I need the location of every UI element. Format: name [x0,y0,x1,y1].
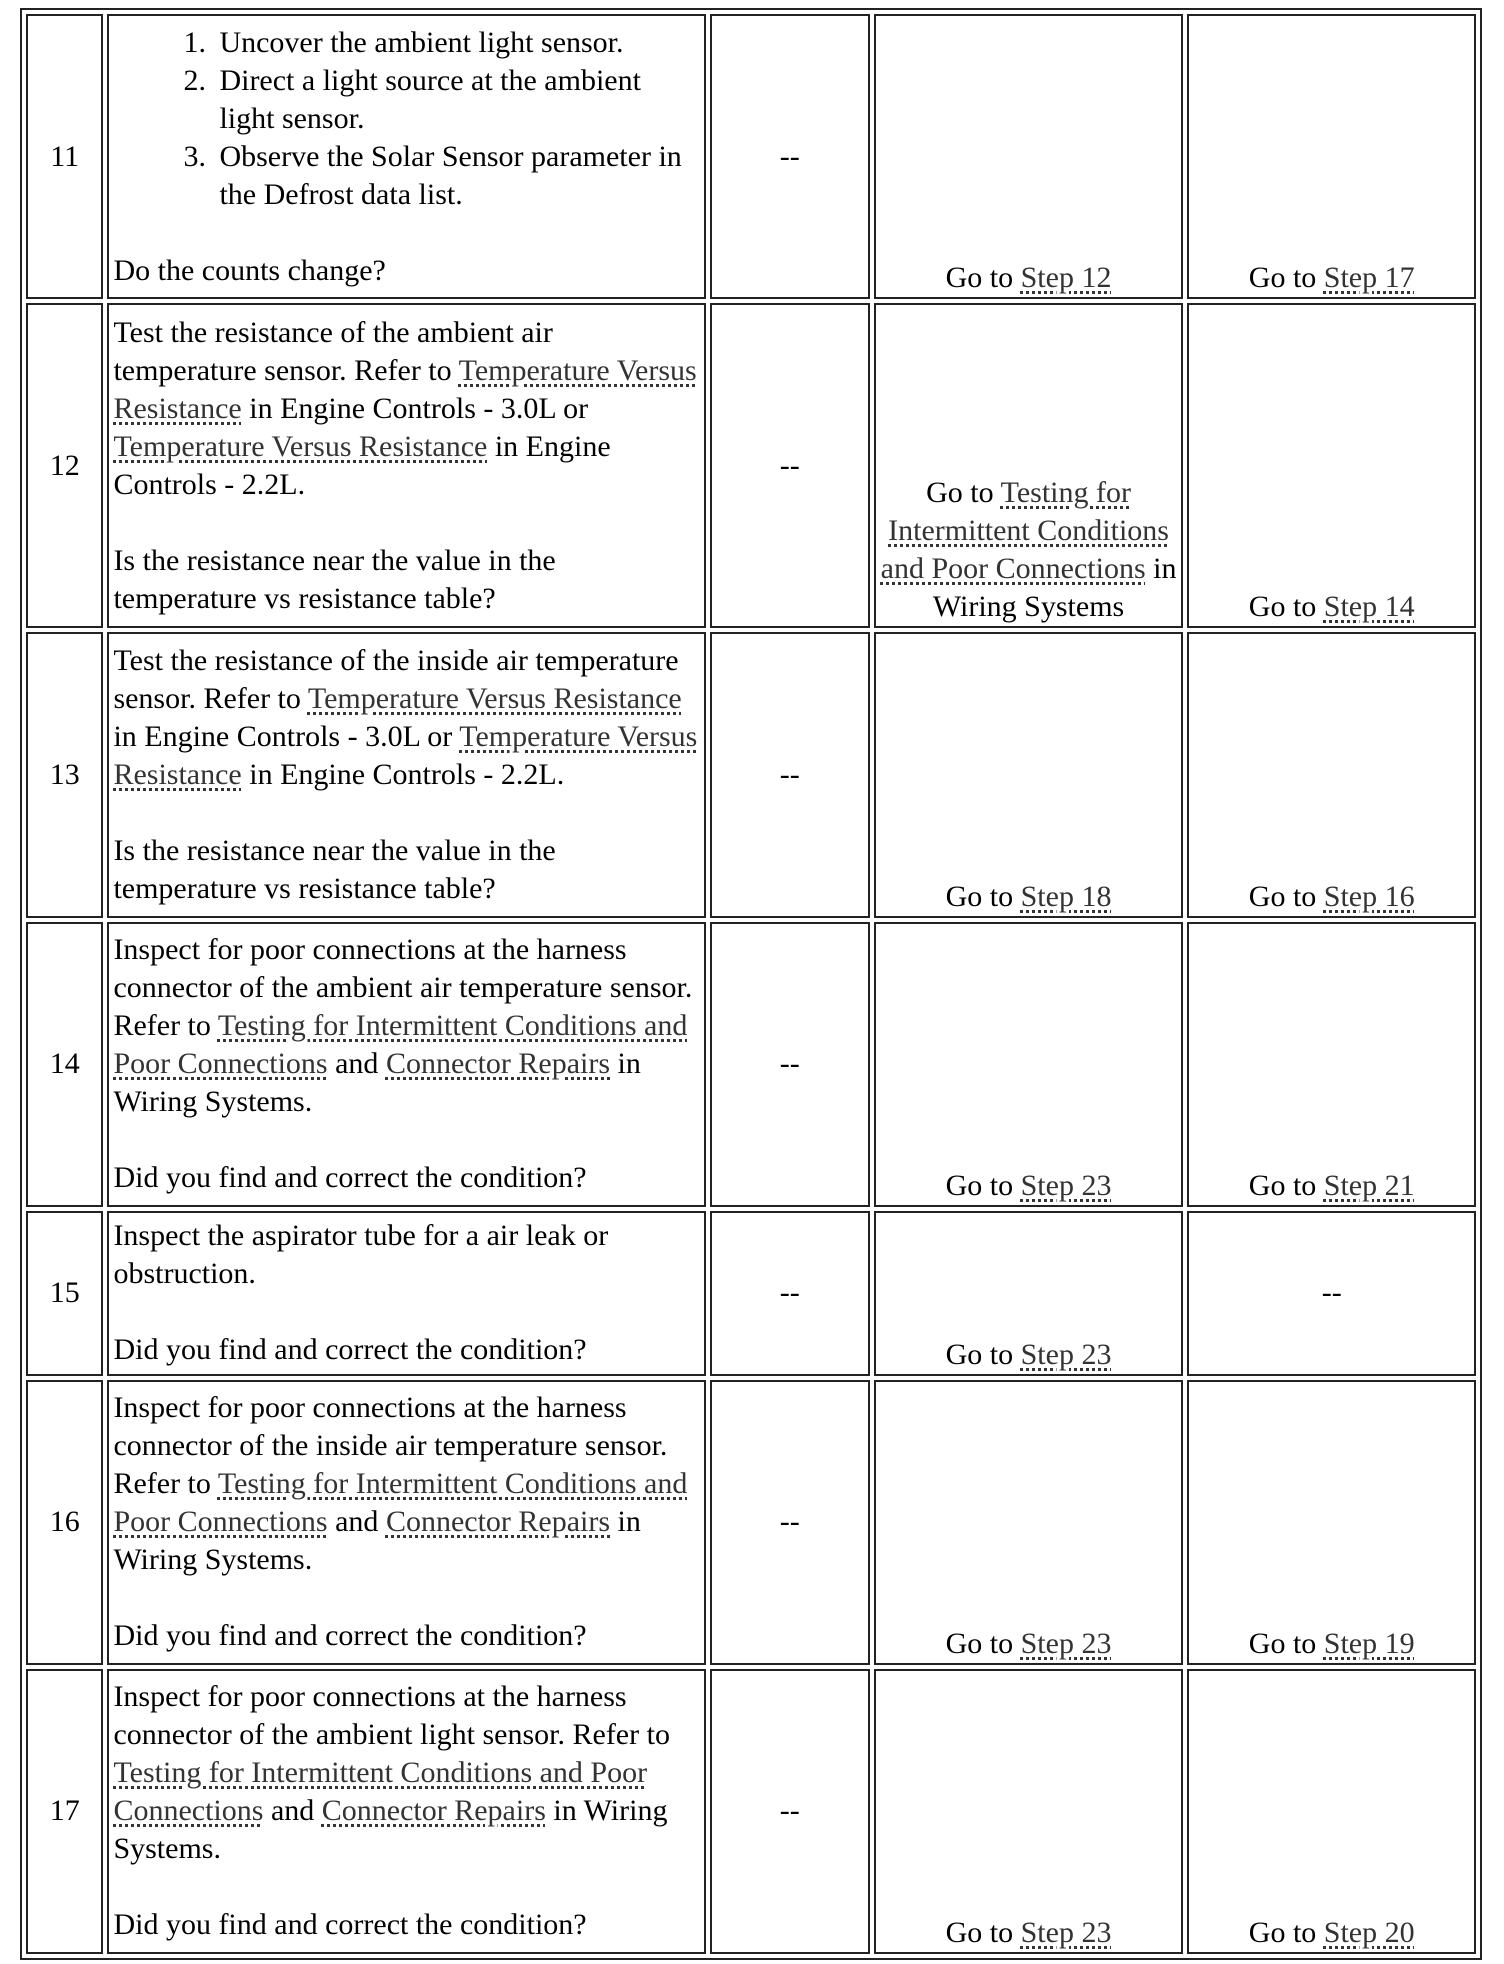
reference-link[interactable]: Temperature Versus Resistance [113,429,488,463]
action-text [113,931,699,1121]
value-cell: -- [710,1211,870,1376]
step-number: 15 [26,1211,103,1376]
action-text: Inspect the aspirator tube for a air leak or obstruction. [113,1219,609,1291]
action-text-part: and [327,1047,386,1081]
action-text-part: in Engine Controls - 2.2L. [113,429,611,501]
question-text: Is the resistance near the value in the temperature vs resistance table? [113,834,556,906]
action-text-part: in Wiring Systems. [113,1047,641,1119]
action-text [113,1389,699,1579]
action-cell [107,1669,705,1954]
action-text [113,314,699,504]
no-cell [1187,922,1476,1207]
table-row [26,1211,1476,1376]
reference-link[interactable]: Temperature Versus Resistance [113,353,697,425]
step-link[interactable]: Step 17 [1323,261,1415,295]
action-text-part: in Engine Controls - 3.0L or [113,720,460,754]
yes-prefix: Go to [945,879,1021,913]
question-text: Do the counts change? [113,253,386,287]
yes-cell [874,1669,1184,1954]
table-row [26,922,1476,1207]
list-item: 3. Observe the Solar Sensor parameter in the Defrost data list. [213,138,699,214]
yes-cell [874,922,1184,1207]
no-prefix: Go to [1248,261,1324,295]
action-text-part: Inspect for poor connections at the harness connector of the inside air temperature sensor. Refer to [113,1391,668,1501]
diagnostic-table [22,10,1480,1958]
question-text: Did you find and correct the condition? [113,1333,587,1367]
action-text-part: Test the resistance of the inside air temperature sensor. Refer to [113,644,679,716]
no-prefix: Go to [1248,879,1324,913]
step-link[interactable]: Step 20 [1323,1916,1415,1949]
step-link[interactable]: Step 23 [1020,1916,1112,1949]
yes-cell [874,632,1184,917]
yes-cell [874,1211,1184,1376]
step-link[interactable]: Step 23 [1020,1626,1112,1660]
no-cell [1187,632,1476,917]
question-text: Did you find and correct the condition? [113,1619,587,1653]
action-text-part: in Engine Controls - 2.2L. [241,758,565,792]
yes-prefix: Go to [945,1626,1021,1660]
action-text [113,1678,699,1868]
step-link[interactable]: Step 16 [1323,879,1415,913]
question-text: Did you find and correct the condition? [113,1908,587,1942]
step-link[interactable]: Step 23 [1020,1337,1112,1371]
action-cell [107,632,705,917]
step-link[interactable]: Step 23 [1020,1168,1112,1202]
yes-prefix: Go to [945,1916,1021,1949]
action-list [113,24,699,214]
table-row [26,632,1476,917]
no-cell: -- [1187,1211,1476,1376]
diagnostic-table-page [20,8,1482,1960]
list-item: 1. Uncover the ambient light sensor. [213,24,699,62]
step-number: 13 [26,632,103,917]
reference-link[interactable]: Testing for Intermittent Conditions and Poor Connections [113,1467,688,1539]
action-cell [107,1380,705,1665]
action-cell [107,1211,705,1376]
table-row [26,1669,1476,1954]
reference-link[interactable]: Testing for Intermittent Conditions and Poor Connections [113,1009,688,1081]
no-prefix: Go to [1248,1626,1324,1660]
yes-cell [874,14,1184,299]
action-text-part: and [263,1794,322,1828]
yes-prefix: Go to [945,1168,1021,1202]
step-number: 17 [26,1669,103,1954]
value-cell: -- [710,922,870,1207]
reference-link[interactable]: Connector Repairs [321,1794,546,1828]
no-prefix: Go to [1248,1168,1324,1202]
no-prefix: Go to [1248,590,1324,624]
yes-cell [874,1380,1184,1665]
action-text-part: Inspect for poor connections at the harness connector of the ambient air temperature sensor. Refer to [113,933,693,1043]
yes-prefix: Go to [926,476,1001,510]
step-number: 16 [26,1380,103,1665]
step-link[interactable]: Step 18 [1020,879,1112,913]
step-link[interactable]: Step 14 [1323,590,1415,624]
action-text-part: and [327,1505,386,1539]
yes-cell [874,303,1184,628]
step-number: 14 [26,922,103,1207]
reference-link[interactable]: Testing for Intermittent Conditions and Poor Connections [113,1756,648,1828]
reference-link[interactable]: Connector Repairs [385,1505,611,1539]
step-link[interactable]: Step 21 [1323,1168,1415,1202]
table-row [26,303,1476,628]
no-cell [1187,303,1476,628]
action-text-part: Inspect for poor connections at the harness connector of the ambient light sensor. Refer to [113,1680,670,1752]
yes-prefix: Go to [945,261,1021,295]
action-cell [107,922,705,1207]
action-text-part: in Engine Controls - 3.0L or [241,391,589,425]
reference-link[interactable]: Temperature Versus Resistance [307,682,682,716]
value-cell: -- [710,1669,870,1954]
action-text-part: in Wiring Systems. [113,1505,641,1577]
value-cell: -- [710,14,870,299]
action-cell [107,14,705,299]
value-cell: -- [710,632,870,917]
action-cell [107,303,705,628]
step-number: 12 [26,303,103,628]
step-link[interactable]: Step 12 [1020,261,1112,295]
yes-suffix: in Wiring Systems [932,552,1177,624]
table-row [26,14,1476,299]
reference-link[interactable]: Testing for Intermittent Conditions and Poor Connections [880,476,1169,586]
step-number: 11 [26,14,103,299]
reference-link[interactable]: Connector Repairs [385,1047,611,1081]
action-text-part: Test the resistance of the ambient air temperature sensor. Refer to [113,315,553,387]
no-cell [1187,1380,1476,1665]
step-link[interactable]: Step 19 [1323,1626,1415,1660]
list-item: 2. Direct a light source at the ambient light sensor. [213,62,699,138]
action-text-part: in Wiring Systems. [113,1794,668,1866]
no-prefix: Go to [1248,1916,1324,1949]
yes-prefix: Go to [945,1337,1021,1371]
no-cell [1187,1669,1476,1954]
action-text [113,642,699,794]
no-cell [1187,14,1476,299]
reference-link[interactable]: Temperature Versus Resistance [113,720,698,792]
question-text: Is the resistance near the value in the temperature vs resistance table? [113,543,556,615]
question-text: Did you find and correct the condition? [113,1161,587,1195]
value-cell: -- [710,1380,870,1665]
table-row [26,1380,1476,1665]
value-cell: -- [710,303,870,628]
